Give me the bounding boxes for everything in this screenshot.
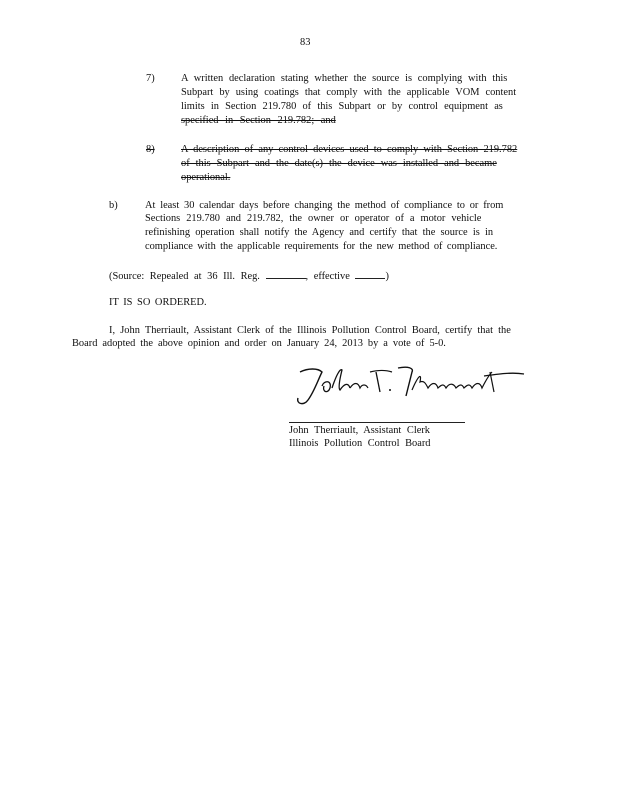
source-note-prefix: (Source: Repealed at 36 Ill. Reg. <box>109 271 260 282</box>
item-8-marker: 8) <box>146 144 155 155</box>
signature-line <box>289 422 465 423</box>
item-7-line-1: A written declaration stating whether the source is complying with this <box>181 73 508 84</box>
certification-line-2: Board adopted the above opinion and order on January 24, 2013 by a vote of 5-0. <box>72 338 446 349</box>
effective-blank <box>355 268 385 279</box>
ordered-statement: IT IS SO ORDERED. <box>109 297 207 308</box>
signer-board: Illinois Pollution Control Board <box>289 438 431 449</box>
item-b-line-3: refinishing operation shall notify the Agency and certify that the source is in <box>145 227 494 238</box>
item-b-line-2: Sections 219.780 and 219.782, the owner or operator of a motor vehicle <box>145 213 482 224</box>
item-8-line-3: operational. <box>181 172 231 183</box>
item-7-line-3: limits in Section 219.780 of this Subpart or by control equipment as <box>181 101 503 112</box>
source-note-middle: , effective <box>305 271 350 282</box>
item-8-line-2: of this Subpart and the date(s) the device was installed and became <box>181 158 497 169</box>
item-7-marker: 7) <box>146 73 155 84</box>
handwritten-signature <box>288 362 528 408</box>
item-b-line-1: At least 30 calendar days before changing the method of compliance to or from <box>145 200 504 211</box>
item-7-line-4-struck: specified in Section 219.782; and <box>181 115 336 126</box>
page-number: 83 <box>300 37 311 48</box>
signer-name-title: John Therriault, Assistant Clerk <box>289 425 430 436</box>
item-7-line-2: Subpart by using coatings that comply with the applicable VOM content <box>181 87 517 98</box>
source-note-suffix: ) <box>385 271 389 282</box>
item-b-line-4: compliance with the applicable requirements for the new method of compliance. <box>145 241 498 252</box>
certification-line-1: I, John Therriault, Assistant Clerk of the Illinois Pollution Control Board, certify that the <box>109 325 511 336</box>
item-8-line-1: A description of any control devices used to comply with Section 219.782 <box>181 144 518 155</box>
item-b-marker: b) <box>109 200 118 211</box>
reg-blank <box>266 268 306 279</box>
source-note <box>109 268 389 284</box>
